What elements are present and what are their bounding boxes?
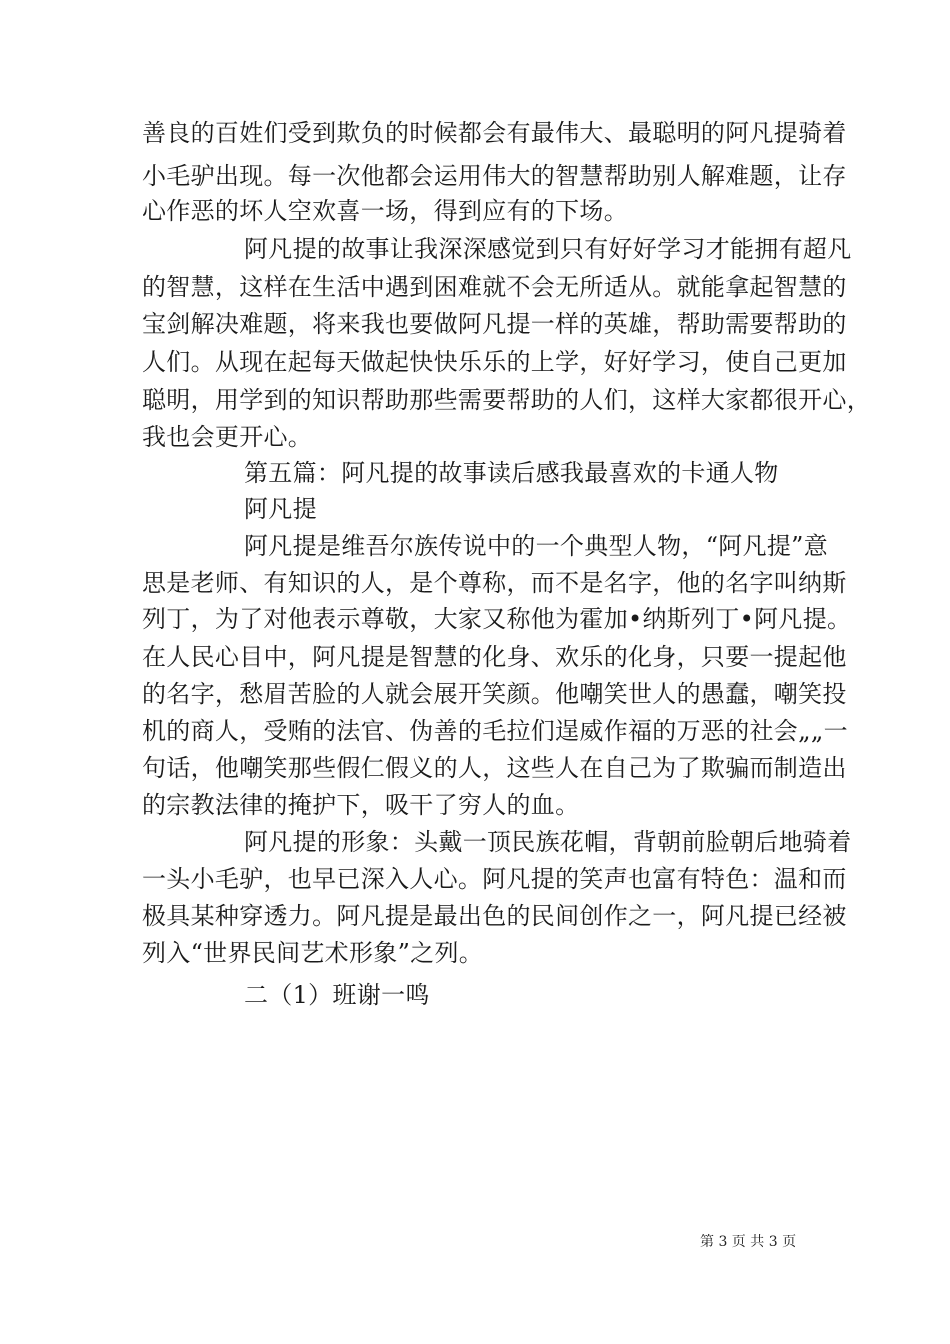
text-line: 的智慧，这样在生活中遇到困难就不会无所适从。就能拿起智慧的: [142, 273, 847, 301]
text-line: 善良的百姓们受到欺负的时候都会有最伟大、最聪明的阿凡提骑着: [142, 119, 847, 147]
text-line: 阿凡提的故事让我深深感觉到只有好好学习才能拥有超凡: [244, 235, 852, 263]
text-line: 聪明，用学到的知识帮助那些需要帮助的人们，这样大家都很开心，: [142, 386, 871, 414]
text-line: 宝剑解决难题，将来我也要做阿凡提一样的英雄，帮助需要帮助的: [142, 310, 847, 338]
text-line: 在人民心目中，阿凡提是智慧的化身、欢乐的化身，只要一提起他: [142, 643, 847, 671]
section-title: 第五篇：阿凡提的故事读后感我最喜欢的卡通人物: [244, 459, 779, 487]
text-line: 机的商人，受贿的法官、伪善的毛拉们逞威作福的万恶的社会„„一: [142, 717, 848, 745]
text-line: 思是老师、有知识的人，是个尊称，而不是名字，他的名字叫纳斯: [142, 569, 847, 597]
page-number: 第 3 页 共 3 页: [700, 1234, 797, 1250]
text-line: 小毛驴出现。每一次他都会运用伟大的智慧帮助别人解难题，让存: [142, 162, 847, 190]
text-line: 的名字，愁眉苦脸的人就会展开笑颜。他嘲笑世人的愚蠢，嘲笑投: [142, 680, 847, 708]
text-line: 一头小毛驴，也早已深入人心。阿凡提的笑声也富有特色：温和而: [142, 865, 847, 893]
text-line: 我也会更开心。: [142, 423, 313, 451]
text-line: 阿凡提是维吾尔族传说中的一个典型人物，“阿凡提”意: [244, 532, 829, 560]
text-line: 的宗教法律的掩护下，吸干了穷人的血。: [142, 791, 580, 819]
subtitle: 阿凡提: [244, 495, 317, 523]
text-line: 阿凡提的形象：头戴一顶民族花帽，背朝前脸朝后地骑着: [244, 828, 852, 856]
text-line: 心作恶的坏人空欢喜一场，得到应有的下场。: [142, 197, 628, 225]
text-line: 极具某种穿透力。阿凡提是最出色的民间创作之一，阿凡提已经被: [142, 902, 847, 930]
author-line: 二（1）班谢一鸣: [244, 981, 430, 1009]
text-line: 列丁，为了对他表示尊敬，大家又称他为霍加•纳斯列丁•阿凡提。: [142, 605, 852, 633]
text-line: 列入“世界民间艺术形象”之列。: [142, 939, 484, 967]
text-line: 人们。从现在起每天做起快快乐乐的上学，好好学习，使自己更加: [142, 348, 847, 376]
text-line: 句话，他嘲笑那些假仁假义的人，这些人在自己为了欺骗而制造出: [142, 754, 847, 782]
